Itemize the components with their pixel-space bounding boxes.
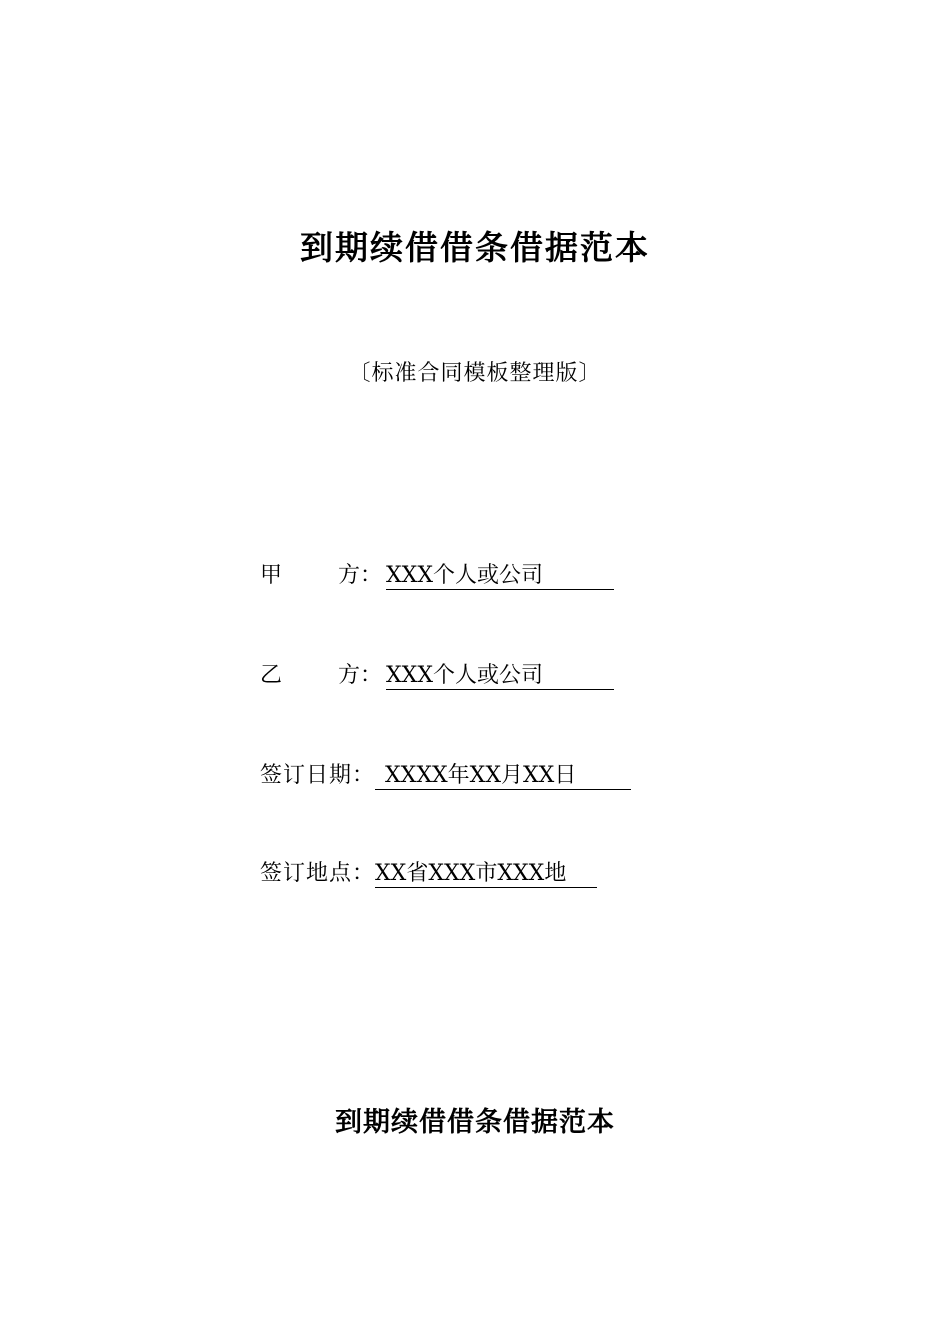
party-a-field [260, 560, 614, 592]
sign-place-value: XX省XXX市XXX地 [375, 861, 597, 888]
sign-date-value: XXXX年XX月XX日 [375, 763, 631, 790]
party-a-label [260, 560, 386, 592]
sign-date-field [260, 760, 631, 792]
party-b-label-second: 方： [338, 663, 383, 688]
document-subtitle: 〔标准合同模板整理版〕 [348, 361, 602, 386]
party-a-label-first: 甲 [260, 563, 283, 588]
party-b-value: XXX个人或公司 [386, 663, 614, 690]
sign-date-label: 签订日期： [260, 763, 376, 788]
party-a-label-second: 方： [338, 563, 383, 588]
party-a-value: XXX个人或公司 [386, 563, 614, 590]
party-b-field [260, 660, 614, 692]
footer-title: 到期续借借条借据范本 [335, 1107, 615, 1138]
document-title: 到期续借借条借据范本 [300, 228, 650, 267]
party-b-label-first: 乙 [260, 663, 283, 688]
sign-place-label: 签订地点： [260, 861, 376, 886]
party-b-label [260, 660, 386, 692]
sign-place-field [260, 858, 597, 890]
